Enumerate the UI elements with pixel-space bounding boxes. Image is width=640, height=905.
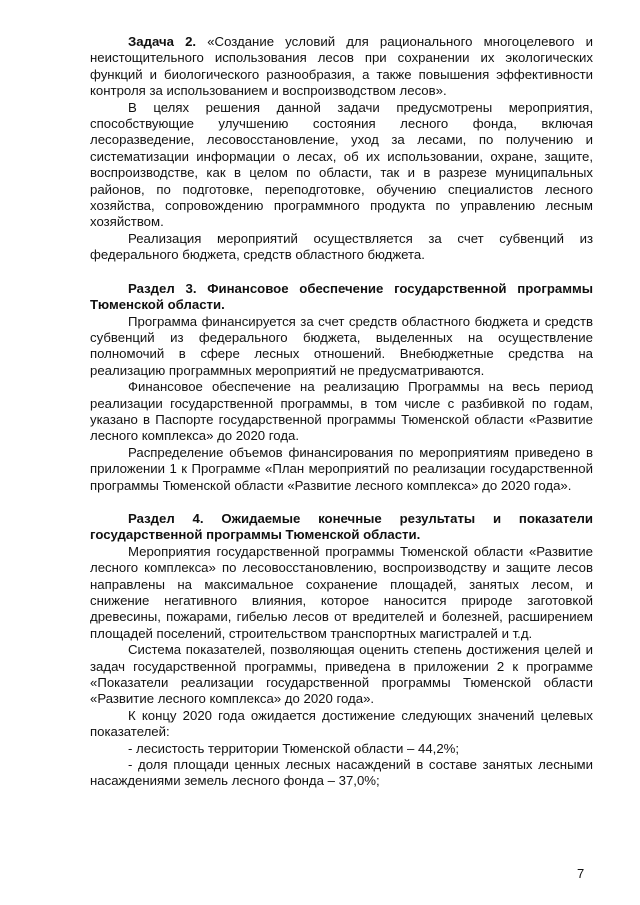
- list-item: - доля площади ценных лесных насаждений в составе занятых лесными насаждениями земель лесного фонда – 37,0%;: [90, 757, 593, 789]
- paragraph: Финансовое обеспечение на реализацию Программы на весь период реализации государственной программы, в том числе с разбивкой по годам, указано в Паспорте государственной программы Тюменской области «Развитие лесного комплекса» до 2020 года.: [90, 379, 593, 444]
- page-content: [90, 34, 593, 790]
- section4-heading: Раздел 4. Ожидаемые конечные результаты и показатели государственной программы Тюменской области.: [90, 510, 593, 543]
- task2-label: Задача 2.: [128, 34, 197, 49]
- task2-paragraph: [90, 34, 593, 100]
- paragraph: К концу 2020 года ожидается достижение следующих значений целевых показателей:: [90, 707, 593, 740]
- page-number: 7: [577, 866, 585, 881]
- paragraph: В целях решения данной задачи предусмотрены мероприятия, способствующие улучшению состояния лесного фонда, включая лесоразведение, лесовосстановление, уход за лесами, по получению и систематизации информации о лесах, об их использовании, охране, защите, воспроизводстве, как в целом по области, так и в разрезе муниципальных районов, по подготовке, переподготовке, обучению специалистов лесного хозяйства, сопровождению программного продукта по управлению лесным хозяйством.: [90, 99, 593, 230]
- task2-text: «Создание условий для рационального многоцелевого и неистощительного использования лесов при сохранении их экологических функций и биологического разнообразия, а также повышения эффективности контроля за использованием и воспроизводством лесов».: [90, 34, 594, 99]
- section-gap: [90, 494, 593, 511]
- paragraph: Программа финансируется за счет средств областного бюджета и средств субвенций из федерального бюджета, выделенных на осуществление полномочий в сфере лесных отношений. Внебюджетные средства на реализацию программных мероприятий не предусматриваются.: [90, 313, 593, 378]
- paragraph: Реализация мероприятий осуществляется за счет субвенций из федерального бюджета, средств областного бюджета.: [90, 230, 593, 263]
- paragraph: Распределение объемов финансирования по мероприятиям приведено в приложении 1 к Программе «План мероприятий по реализации государственной программы Тюменской области «Развитие лесного комплекса» до 2020 года».: [90, 444, 593, 493]
- list-item: - лесистость территории Тюменской области – 44,2%;: [128, 740, 460, 756]
- paragraph: Мероприятия государственной программы Тюменской области «Развитие лесного комплекса» по лесовосстановлению, воспроизводству и защите лесов направлены на максимальное сохранение площадей, занятых лесом, и снижение негативного влияния, которое наносится природе заготовкой древесины, пожарами, гибелью лесов от вредителей и болезней, расширением площадей поселений, строительством транспортных магистралей и т.д.: [90, 543, 593, 641]
- section-gap: [90, 264, 593, 281]
- section3-heading: Раздел 3. Финансовое обеспечение государственной программы Тюменской области.: [90, 280, 593, 313]
- paragraph: Система показателей, позволяющая оценить степень достижения целей и задач государственной программы, приведена в приложении 2 к программе «Показатели реализации государственной программы Тюменской области «Развитие лесного комплекса» до 2020 года».: [90, 642, 593, 707]
